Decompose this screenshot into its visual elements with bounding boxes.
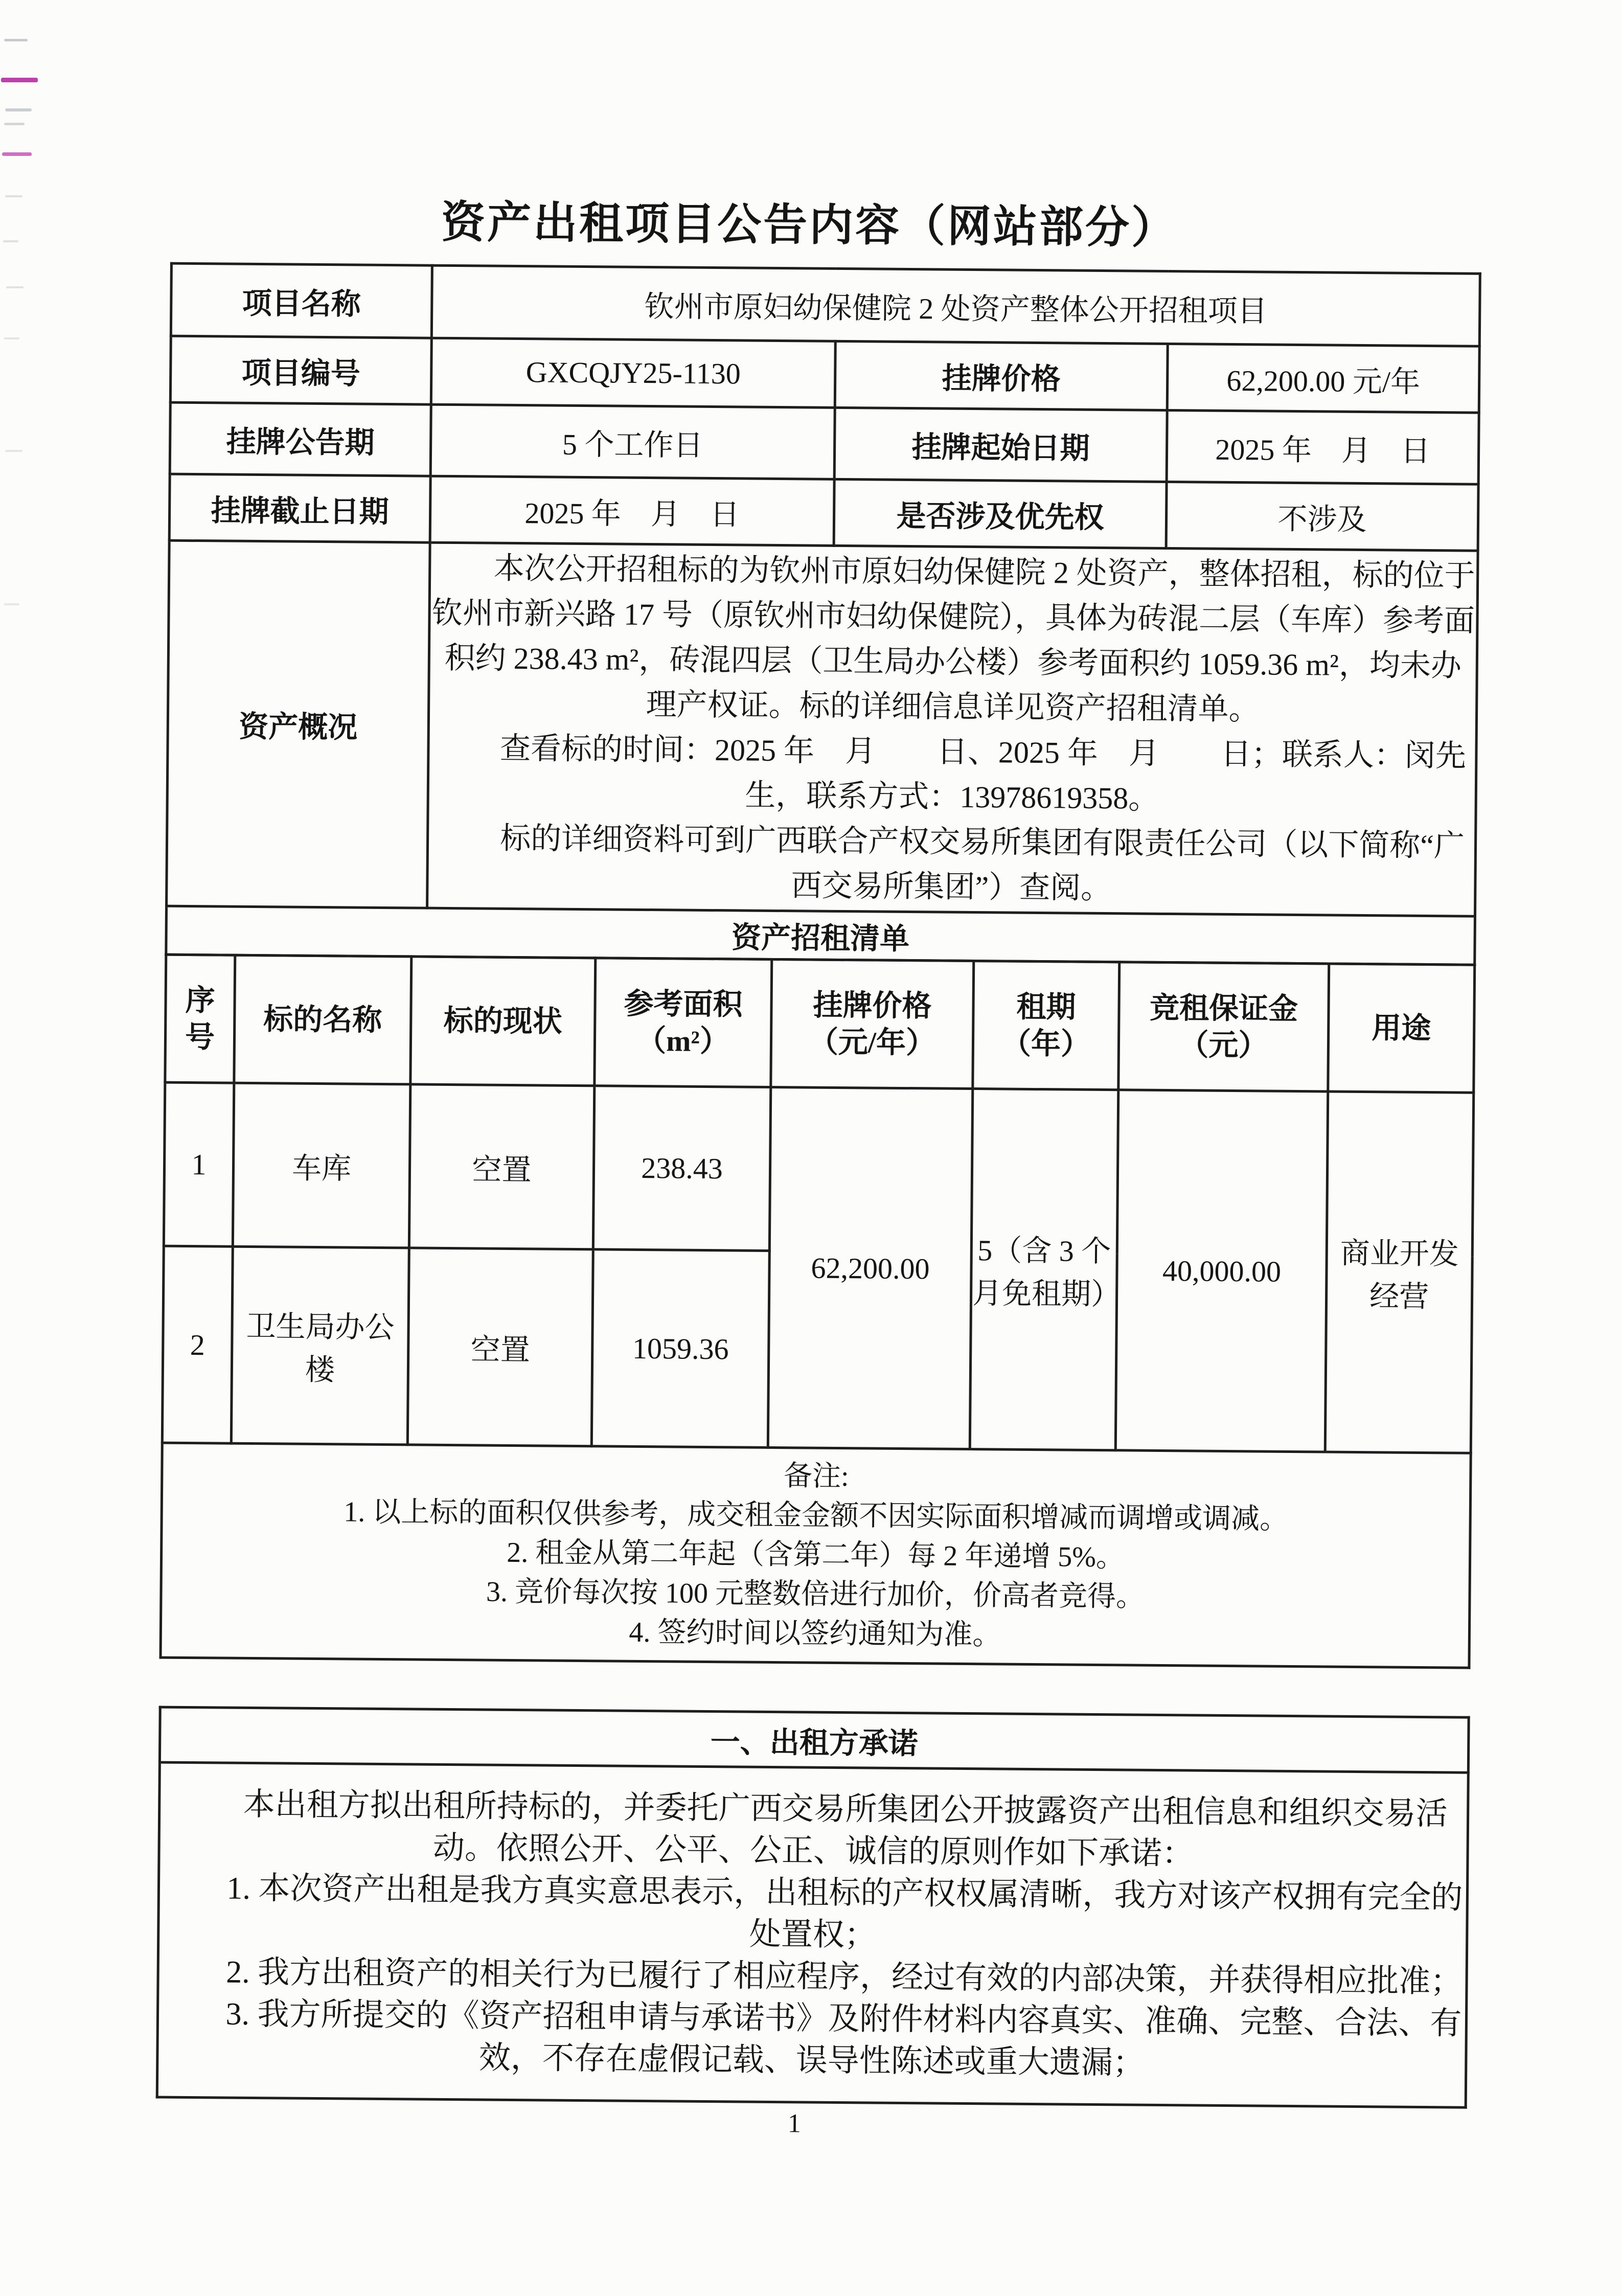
- commitment-body: [157, 1762, 1468, 2107]
- notes-label: 备注:: [783, 1460, 849, 1493]
- project-name-label: 项目名称: [171, 263, 432, 338]
- project-name-value: 钦州市原妇幼保健院 2 处资产整体公开招租项目: [431, 265, 1480, 346]
- document-body: [156, 262, 1479, 2109]
- commitment-paragraph: 本出租方拟出租所持标的，并委托广西交易所集团公开披露资产出租信息和组织交易活动。依照公开、公平、公正、诚信的原则作如下承诺：: [243, 1787, 1448, 1872]
- header-line: 参考面积: [624, 987, 743, 1021]
- column-header-area: [595, 958, 772, 1087]
- row-no: 2: [162, 1246, 233, 1443]
- header-line: （年）: [1001, 1026, 1091, 1061]
- commitment-paragraph: 1. 本次资产出租是我方真实意思表示，出租标的产权权属清晰，我方对该产权拥有完全的处置权；: [226, 1871, 1463, 1953]
- merged-usage: 商业开发经营: [1325, 1092, 1474, 1453]
- header-line: （元/年）: [808, 1025, 936, 1059]
- header-line: 号: [185, 1020, 215, 1054]
- row-name: 车库: [233, 1083, 410, 1248]
- header-line: 竞租保证金: [1149, 991, 1298, 1026]
- listing-section-title: 资产招租清单: [166, 906, 1475, 965]
- asset-listing-table: [159, 953, 1476, 1669]
- column-header-usage: [1328, 964, 1475, 1093]
- row-area: 238.43: [593, 1086, 771, 1251]
- listing-row-1: [164, 1082, 1473, 1256]
- header-line: （m²）: [636, 1024, 730, 1058]
- commitment-table: [156, 1706, 1470, 2109]
- announce-period-value: 5 个工作日: [430, 404, 835, 479]
- row-name: 卫生局办公楼: [231, 1246, 409, 1445]
- header-line: 用途: [1371, 1011, 1431, 1045]
- table-row: [170, 402, 1479, 484]
- note-item: 1. 以上标的面积仅供参考，成交租金金额不因实际面积增减而调增或调减。: [344, 1496, 1289, 1535]
- merged-deposit: 40,000.00: [1115, 1090, 1328, 1452]
- page-number: 1: [787, 2109, 802, 2139]
- overview-label: 资产概况: [167, 540, 430, 908]
- column-header-name: [234, 955, 412, 1084]
- row-area: 1059.36: [591, 1249, 769, 1448]
- header-line: 标的名称: [263, 1002, 382, 1037]
- header-line: 序: [185, 983, 215, 1017]
- commitment-paragraph: 2. 我方出租资产的相关行为已履行了相应程序，经过有效的内部决策，并获得相应批准；: [225, 1954, 1463, 1999]
- listing-header-row: [165, 954, 1475, 1093]
- merged-price: 62,200.00: [768, 1087, 973, 1449]
- header-line: 挂牌价格: [813, 988, 932, 1022]
- column-header-status: [410, 957, 596, 1086]
- priority-label: 是否涉及优先权: [834, 479, 1167, 548]
- note-item: 2. 租金从第二年起（含第二年）每 2 年递增 5%。: [507, 1536, 1125, 1574]
- column-header-term: [973, 961, 1120, 1090]
- overview-text: [427, 542, 1478, 916]
- overview-paragraph: 查看标的时间：2025 年 月 日、2025 年 月 日；联系人：闵先生，联系方式：13978619358。: [499, 731, 1467, 815]
- note-item: 4. 签约时间以签约通知为准。: [629, 1616, 1001, 1651]
- table-row: [169, 474, 1478, 551]
- header-line: 标的现状: [443, 1004, 563, 1038]
- merged-term: 5（含 3 个月免租期）: [970, 1089, 1118, 1450]
- start-date-value: 2025 年 月 日: [1167, 410, 1479, 484]
- end-date-label: 挂牌截止日期: [169, 474, 430, 542]
- table-row: [170, 336, 1479, 413]
- header-line: （元）: [1179, 1028, 1268, 1062]
- project-no-value: GXCQJY25-1130: [431, 338, 835, 407]
- table-row: [171, 263, 1480, 346]
- listing-price-value: 62,200.00 元/年: [1167, 344, 1479, 413]
- notes-row: [161, 1443, 1471, 1668]
- column-header-price: [771, 959, 974, 1088]
- announce-period-label: 挂牌公告期: [170, 402, 431, 476]
- project-info-table: [165, 262, 1481, 966]
- overview-paragraph: 本次公开招租标的为钦州市原妇幼保健院 2 处资产，整体招租，标的位于钦州市新兴路 17 号（原钦州市妇幼保健院），具体为砖混二层（车库）参考面积约 238.43 m²，砖混四层（卫生局办公楼）参考面积约 1059.36 m²，均未办理产权证。标的详细信息详见资产招租清单。: [431, 551, 1475, 726]
- end-date-value: 2025 年 月 日: [430, 476, 834, 545]
- commitment-body-row: [157, 1762, 1468, 2107]
- header-line: 租期: [1016, 990, 1076, 1024]
- notes-cell: [161, 1443, 1471, 1668]
- note-item: 3. 竞价每次按 100 元整数倍进行加价，价高者竞得。: [486, 1576, 1145, 1613]
- commitment-header-row: [159, 1707, 1469, 1772]
- start-date-label: 挂牌起始日期: [834, 407, 1167, 482]
- table-row: [167, 540, 1478, 916]
- overview-paragraph: 标的详细资料可到广西联合产权交易所集团有限责任公司（以下简称“广西交易所集团”）查阅。: [500, 821, 1465, 905]
- row-status: 空置: [407, 1248, 593, 1446]
- column-header-deposit: [1118, 962, 1329, 1092]
- row-no: 1: [164, 1082, 234, 1246]
- column-header-no: [165, 954, 235, 1083]
- row-status: 空置: [409, 1084, 595, 1249]
- listing-price-label: 挂牌价格: [835, 341, 1168, 410]
- project-no-label: 项目编号: [170, 336, 431, 404]
- commitment-section-title: 一、出租方承诺: [159, 1707, 1469, 1772]
- commitment-paragraph: 3. 我方所提交的《资产招租申请与承诺书》及附件材料内容真实、准确、完整、合法、有效，不存在虚假记载、误导性陈述或重大遗漏；: [225, 1996, 1462, 2081]
- priority-value: 不涉及: [1166, 482, 1478, 551]
- page-title: 资产出租项目公告内容（网站部分）: [441, 197, 1178, 253]
